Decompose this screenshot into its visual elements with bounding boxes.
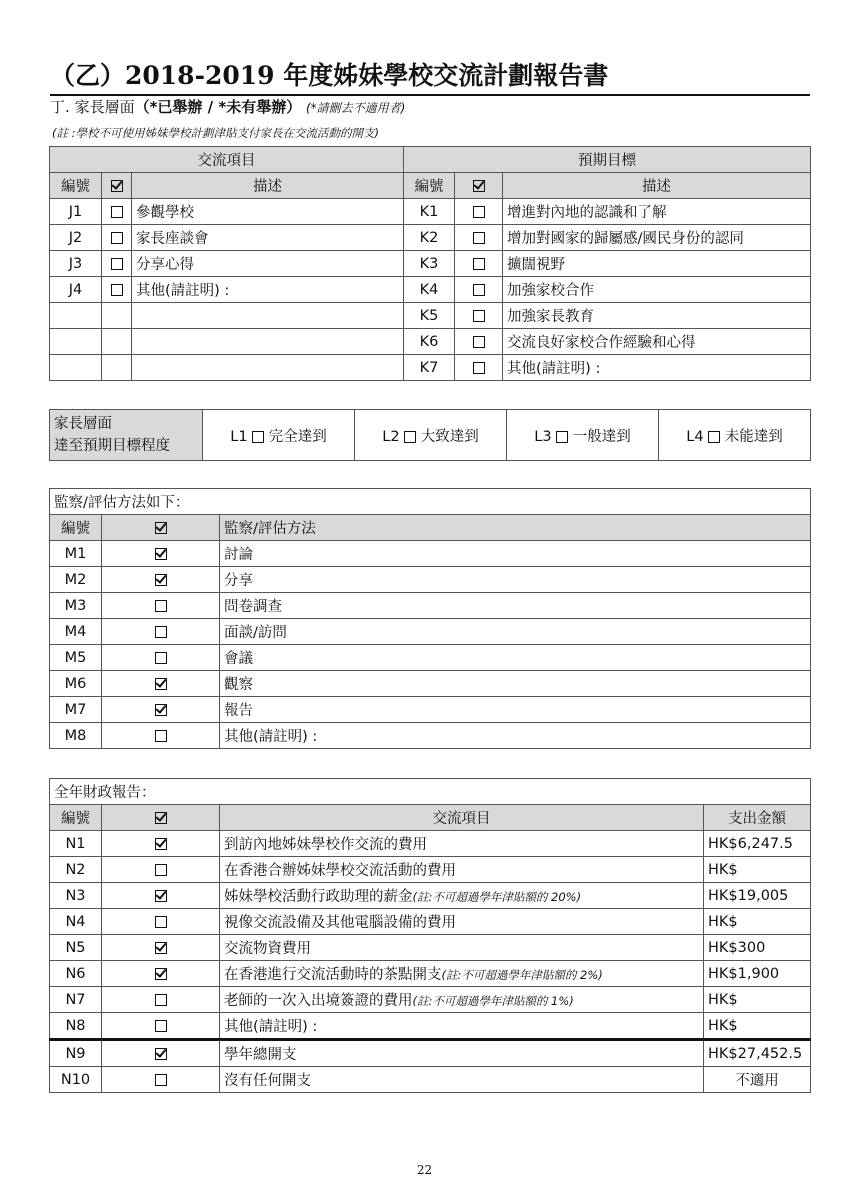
level-option[interactable] bbox=[203, 410, 355, 461]
checkbox-icon[interactable] bbox=[473, 232, 485, 244]
item-no: N8 bbox=[50, 1013, 102, 1040]
item-desc: 學年總開支 bbox=[220, 1040, 704, 1067]
col-item: 交流項目 bbox=[220, 805, 704, 831]
item-text: 交流物資費用 bbox=[224, 941, 311, 957]
checkbox-icon[interactable] bbox=[155, 548, 167, 560]
item-no: J3 bbox=[50, 251, 102, 277]
table-row bbox=[50, 1013, 811, 1040]
page-title: （乙）2018-2019 年度姊妹學校交流計劃報告書 bbox=[50, 56, 810, 96]
activities-goals-table bbox=[49, 146, 811, 381]
section-hint: (*請刪去不適用者) bbox=[305, 101, 406, 115]
section-heading bbox=[50, 96, 405, 117]
checkbox-icon[interactable] bbox=[111, 284, 123, 296]
checkbox-icon[interactable] bbox=[473, 284, 485, 296]
empty-cell bbox=[132, 329, 404, 355]
checkbox-cell[interactable] bbox=[102, 567, 220, 593]
table-row bbox=[50, 883, 811, 909]
checkbox-cell[interactable] bbox=[102, 619, 220, 645]
col-no: 編號 bbox=[50, 173, 102, 199]
checkbox-cell[interactable] bbox=[455, 251, 503, 277]
amount: HK$6,247.5 bbox=[704, 831, 811, 857]
checkbox-icon[interactable] bbox=[473, 206, 485, 218]
item-text: 老師的一次入出境簽證的費用 bbox=[224, 993, 413, 1009]
amount: 不適用 bbox=[704, 1067, 811, 1093]
checkbox-cell[interactable] bbox=[102, 961, 220, 987]
col-check bbox=[102, 515, 220, 541]
item-desc: 其他(請註明) : bbox=[132, 277, 404, 303]
level-option[interactable] bbox=[355, 410, 507, 461]
item-desc: 分享心得 bbox=[132, 251, 404, 277]
level-label-line2: 達至預期目標程度 bbox=[54, 438, 170, 454]
item-no: M7 bbox=[50, 697, 102, 723]
item-no: M6 bbox=[50, 671, 102, 697]
checkbox-cell[interactable] bbox=[102, 909, 220, 935]
table-row bbox=[50, 329, 811, 355]
checkbox-cell[interactable] bbox=[455, 199, 503, 225]
amount: HK$ bbox=[704, 909, 811, 935]
checkbox-cell[interactable] bbox=[455, 225, 503, 251]
table-row bbox=[50, 593, 811, 619]
checkbox-cell[interactable] bbox=[102, 883, 220, 909]
checkbox-cell[interactable] bbox=[102, 697, 220, 723]
item-desc: 面談/訪問 bbox=[220, 619, 811, 645]
checkbox-icon bbox=[155, 812, 167, 824]
checkbox-cell[interactable] bbox=[102, 987, 220, 1013]
checkbox-cell[interactable] bbox=[455, 329, 503, 355]
item-desc bbox=[220, 987, 704, 1013]
item-note: (註:不可超過學年津貼額的 2%) bbox=[441, 968, 603, 982]
item-desc bbox=[220, 1013, 704, 1040]
level-code: L3 bbox=[534, 428, 552, 445]
amount: HK$300 bbox=[704, 935, 811, 961]
checkbox-icon[interactable] bbox=[155, 678, 167, 690]
table-row bbox=[50, 225, 811, 251]
item-note: (註:不可超過學年津貼額的 20%) bbox=[412, 890, 582, 904]
item-no: N3 bbox=[50, 883, 102, 909]
amount: HK$1,900 bbox=[704, 961, 811, 987]
level-text: 一般達到 bbox=[572, 428, 631, 445]
section-name: 家長層面 bbox=[74, 98, 135, 116]
item-no: K3 bbox=[404, 251, 455, 277]
item-desc bbox=[220, 857, 704, 883]
item-desc bbox=[220, 831, 704, 857]
section-choice: （*已舉辦 / *未有舉辦） bbox=[134, 98, 302, 116]
item-text: 在香港進行交流活動時的茶點開支 bbox=[224, 967, 442, 983]
item-desc: 交流良好家校合作經驗和心得 bbox=[503, 329, 811, 355]
checkbox-icon[interactable] bbox=[155, 574, 167, 586]
activities-header: 交流項目 bbox=[50, 147, 404, 173]
item-no: N4 bbox=[50, 909, 102, 935]
item-no: M2 bbox=[50, 567, 102, 593]
table-row bbox=[50, 277, 811, 303]
item-desc: 討論 bbox=[220, 541, 811, 567]
col-desc: 描述 bbox=[132, 173, 404, 199]
item-text: 在香港合辦姊妹學校交流活動的費用 bbox=[224, 863, 456, 879]
col-amount: 支出金額 bbox=[704, 805, 811, 831]
checkbox-icon[interactable] bbox=[111, 258, 123, 270]
level-option[interactable] bbox=[659, 410, 811, 461]
amount: HK$ bbox=[704, 857, 811, 883]
amount: HK$ bbox=[704, 1013, 811, 1040]
item-desc: 分享 bbox=[220, 567, 811, 593]
checkbox-icon[interactable] bbox=[111, 232, 123, 244]
checkbox-icon[interactable] bbox=[473, 362, 485, 374]
checkbox-icon bbox=[111, 180, 123, 192]
table-row bbox=[50, 619, 811, 645]
checkbox-icon[interactable] bbox=[155, 838, 167, 850]
item-desc: 家長座談會 bbox=[132, 225, 404, 251]
item-desc: 問卷調查 bbox=[220, 593, 811, 619]
level-text: 未能達到 bbox=[724, 428, 783, 445]
empty-cell bbox=[132, 355, 404, 381]
level-text: 完全達到 bbox=[268, 428, 327, 445]
level-label-line1: 家長層面 bbox=[54, 416, 112, 432]
item-desc: 增進對內地的認識和了解 bbox=[503, 199, 811, 225]
checkbox-cell[interactable] bbox=[102, 1067, 220, 1093]
level-code: L1 bbox=[230, 428, 248, 445]
item-note: (註:不可超過學年津貼額的 1%) bbox=[412, 994, 574, 1008]
checkbox-cell[interactable] bbox=[102, 251, 132, 277]
item-desc bbox=[220, 961, 704, 987]
item-no: K5 bbox=[404, 303, 455, 329]
col-no: 編號 bbox=[404, 173, 455, 199]
empty-cell bbox=[102, 355, 132, 381]
table-row bbox=[50, 645, 811, 671]
col-no: 編號 bbox=[50, 515, 102, 541]
monitoring-title: 監察/評估方法如下： bbox=[50, 489, 811, 515]
col-check bbox=[102, 173, 132, 199]
section-label: 丁. bbox=[50, 98, 70, 116]
checkbox-cell[interactable] bbox=[102, 1013, 220, 1040]
item-no: K2 bbox=[404, 225, 455, 251]
checkbox-cell[interactable] bbox=[102, 593, 220, 619]
item-desc: 加強家校合作 bbox=[503, 277, 811, 303]
level-option[interactable] bbox=[507, 410, 659, 461]
table-row bbox=[50, 857, 811, 883]
checkbox-icon[interactable] bbox=[155, 704, 167, 716]
item-no: J2 bbox=[50, 225, 102, 251]
item-no: K1 bbox=[404, 199, 455, 225]
table-row bbox=[50, 1040, 811, 1067]
col-no: 編號 bbox=[50, 805, 102, 831]
checkbox-icon[interactable] bbox=[155, 1020, 167, 1032]
checkbox-icon[interactable] bbox=[155, 890, 167, 902]
level-text: 大致達到 bbox=[420, 428, 479, 445]
table-row bbox=[50, 935, 811, 961]
checkbox-icon[interactable] bbox=[155, 968, 167, 980]
item-no: M8 bbox=[50, 723, 102, 749]
col-desc: 描述 bbox=[503, 173, 811, 199]
checkbox-icon bbox=[155, 522, 167, 534]
checkbox-cell[interactable] bbox=[102, 277, 132, 303]
funding-note: (註 :學校不可使用姊妹學校計劃津貼支付家長在交流活動的開支) bbox=[52, 126, 379, 140]
finance-table bbox=[49, 778, 811, 1093]
col-check bbox=[102, 805, 220, 831]
item-text: 視像交流設備及其他電腦設備的費用 bbox=[224, 915, 456, 931]
table-row bbox=[50, 723, 811, 749]
checkbox-icon[interactable] bbox=[252, 431, 264, 443]
item-desc: 加強家長教育 bbox=[503, 303, 811, 329]
item-desc: 其他(請註明) : bbox=[220, 723, 811, 749]
item-no: K4 bbox=[404, 277, 455, 303]
table-row bbox=[50, 567, 811, 593]
checkbox-cell[interactable] bbox=[102, 671, 220, 697]
checkbox-icon[interactable] bbox=[155, 916, 167, 928]
checkbox-icon[interactable] bbox=[155, 652, 167, 664]
empty-cell bbox=[50, 355, 102, 381]
checkbox-cell[interactable] bbox=[102, 645, 220, 671]
col-check bbox=[455, 173, 503, 199]
item-no: N10 bbox=[50, 1067, 102, 1093]
item-text: 姊妹學校活動行政助理的薪金 bbox=[224, 889, 413, 905]
checkbox-icon[interactable] bbox=[473, 336, 485, 348]
item-no: N6 bbox=[50, 961, 102, 987]
item-no: M4 bbox=[50, 619, 102, 645]
level-label bbox=[50, 410, 203, 461]
table-row bbox=[50, 697, 811, 723]
checkbox-icon[interactable] bbox=[155, 730, 167, 742]
table-row bbox=[50, 961, 811, 987]
checkbox-cell[interactable] bbox=[102, 1040, 220, 1067]
table-row bbox=[50, 1067, 811, 1093]
checkbox-icon[interactable] bbox=[155, 942, 167, 954]
checkbox-cell[interactable] bbox=[102, 935, 220, 961]
checkbox-icon[interactable] bbox=[155, 600, 167, 612]
table-row bbox=[50, 909, 811, 935]
col-method: 監察/評估方法 bbox=[220, 515, 811, 541]
item-no: M3 bbox=[50, 593, 102, 619]
item-no: M1 bbox=[50, 541, 102, 567]
item-no: N7 bbox=[50, 987, 102, 1013]
item-desc: 其他(請註明) : bbox=[503, 355, 811, 381]
checkbox-icon[interactable] bbox=[556, 431, 568, 443]
checkbox-cell[interactable] bbox=[455, 277, 503, 303]
checkbox-icon[interactable] bbox=[708, 431, 720, 443]
checkbox-icon[interactable] bbox=[473, 258, 485, 270]
checkbox-icon[interactable] bbox=[155, 994, 167, 1006]
checkbox-cell[interactable] bbox=[102, 831, 220, 857]
level-code: L4 bbox=[686, 428, 704, 445]
amount: HK$ bbox=[704, 987, 811, 1013]
item-no: K6 bbox=[404, 329, 455, 355]
item-desc bbox=[220, 935, 704, 961]
table-row bbox=[50, 541, 811, 567]
table-row bbox=[50, 831, 811, 857]
checkbox-cell[interactable] bbox=[102, 225, 132, 251]
page-number: 22 bbox=[416, 1163, 433, 1177]
amount: HK$19,005 bbox=[704, 883, 811, 909]
item-no: N2 bbox=[50, 857, 102, 883]
checkbox-icon[interactable] bbox=[155, 626, 167, 638]
item-desc: 觀察 bbox=[220, 671, 811, 697]
item-desc: 擴闊視野 bbox=[503, 251, 811, 277]
item-text: 其他(請註明) : bbox=[224, 1019, 318, 1035]
table-row bbox=[50, 303, 811, 329]
table-row bbox=[50, 987, 811, 1013]
checkbox-cell[interactable] bbox=[102, 723, 220, 749]
monitoring-table bbox=[49, 488, 811, 749]
table-row bbox=[50, 671, 811, 697]
checkbox-icon[interactable] bbox=[155, 1074, 167, 1086]
item-no: J1 bbox=[50, 199, 102, 225]
finance-title: 全年財政報告： bbox=[50, 779, 811, 805]
item-desc: 報告 bbox=[220, 697, 811, 723]
table-row bbox=[50, 355, 811, 381]
item-no: N5 bbox=[50, 935, 102, 961]
item-no: K7 bbox=[404, 355, 455, 381]
checkbox-cell[interactable] bbox=[102, 199, 132, 225]
checkbox-icon[interactable] bbox=[111, 206, 123, 218]
item-no: M5 bbox=[50, 645, 102, 671]
item-desc: 會議 bbox=[220, 645, 811, 671]
checkbox-icon[interactable] bbox=[473, 310, 485, 322]
item-text: 到訪內地姊妹學校作交流的費用 bbox=[224, 837, 427, 853]
empty-cell bbox=[50, 329, 102, 355]
level-code: L2 bbox=[382, 428, 400, 445]
item-desc: 增加對國家的歸屬感/國民身份的認同 bbox=[503, 225, 811, 251]
checkbox-cell[interactable] bbox=[102, 857, 220, 883]
checkbox-icon bbox=[473, 180, 485, 192]
checkbox-cell[interactable] bbox=[102, 541, 220, 567]
item-no: N9 bbox=[50, 1040, 102, 1067]
checkbox-icon[interactable] bbox=[155, 1048, 167, 1060]
achievement-level-table bbox=[49, 409, 811, 461]
table-row bbox=[50, 251, 811, 277]
amount: HK$27,452.5 bbox=[704, 1040, 811, 1067]
item-desc bbox=[220, 883, 704, 909]
item-desc: 沒有任何開支 bbox=[220, 1067, 704, 1093]
item-no: J4 bbox=[50, 277, 102, 303]
checkbox-cell[interactable] bbox=[455, 355, 503, 381]
item-desc: 參觀學校 bbox=[132, 199, 404, 225]
empty-cell bbox=[102, 329, 132, 355]
empty-cell bbox=[50, 303, 102, 329]
item-desc bbox=[220, 909, 704, 935]
checkbox-icon[interactable] bbox=[155, 864, 167, 876]
checkbox-icon[interactable] bbox=[404, 431, 416, 443]
goals-header: 預期目標 bbox=[404, 147, 811, 173]
empty-cell bbox=[102, 303, 132, 329]
table-row bbox=[50, 199, 811, 225]
checkbox-cell[interactable] bbox=[455, 303, 503, 329]
empty-cell bbox=[132, 303, 404, 329]
item-no: N1 bbox=[50, 831, 102, 857]
